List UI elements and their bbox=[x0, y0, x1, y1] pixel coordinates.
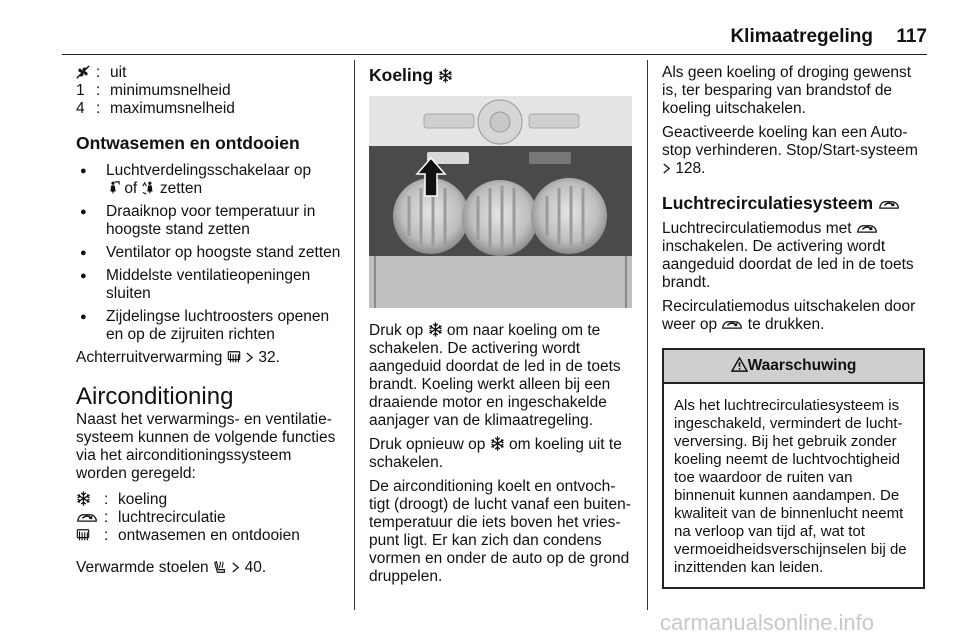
page-reference-icon bbox=[231, 561, 240, 574]
warning-body: Als het luchtrecirculatiesysteem is ingeschakeld, vermindert de lucht-verversing. Bij het gebruik zonder koeling neemt de luchtvochtigheid toe waardoor de ruiten van binnenuit kunnen aandampen. De kwaliteit van de binnenlucht neemt na verloop van tijd af, wat tot vermoeidheidsverschijnselen bij de inzittenden kan leiden. bbox=[674, 397, 907, 576]
legend-text: minimumsnelheid bbox=[110, 82, 231, 99]
legend-row bbox=[76, 527, 341, 545]
legend-key bbox=[76, 527, 104, 545]
list-item: ● Draaiknop voor temperatuur in hoogste stand zetten bbox=[76, 203, 341, 239]
fan-speed-legend bbox=[76, 64, 341, 118]
recirculation-icon bbox=[76, 511, 98, 524]
defrost-bullet-list bbox=[76, 162, 341, 344]
legend-key: 4 bbox=[76, 100, 85, 117]
heated-seat-icon bbox=[213, 560, 227, 574]
rear-defrost-line bbox=[76, 349, 341, 367]
right-paragraph-1: Als geen koeling of droging gewenst is, ter besparing van brandstof de koeling uitschakelen. bbox=[662, 64, 912, 117]
heading-text: Luchtrecirculatiesysteem bbox=[662, 193, 874, 213]
legend-key bbox=[76, 509, 104, 527]
paragraph-text: om naar koeling om te schakelen. De activering wordt aangeduid doordat de led in de toets brandt. Koeling werkt alleen bij een draaiende motor en ingeschakelde aanjager van de klimaatregeling. bbox=[369, 322, 621, 429]
legend-row bbox=[76, 491, 341, 509]
page-reference[interactable]: 40. bbox=[244, 559, 267, 576]
legend-key bbox=[76, 64, 96, 82]
ac-function-legend bbox=[76, 491, 341, 545]
page-reference[interactable]: 128. bbox=[675, 160, 706, 177]
fan-off-icon bbox=[76, 65, 90, 79]
recirculation-paragraph-2 bbox=[662, 298, 927, 334]
paragraph-text: Druk op bbox=[369, 322, 424, 339]
legend-separator: : bbox=[104, 509, 109, 526]
legend-separator: : bbox=[104, 491, 109, 508]
list-item: ● Middelste ventilatieopeningen sluiten bbox=[76, 267, 341, 303]
warning-header bbox=[664, 350, 923, 384]
legend-separator: : bbox=[96, 100, 101, 117]
column-right bbox=[662, 64, 927, 589]
air-distribution-windscreen-footwell-icon bbox=[142, 181, 156, 195]
list-item: ● Ventilator op hoogste stand zetten bbox=[76, 244, 341, 262]
page-header bbox=[62, 28, 927, 52]
recirculation-icon bbox=[721, 318, 743, 331]
legend-separator: : bbox=[96, 82, 101, 99]
warning-title: Waarschuwing bbox=[747, 357, 857, 374]
legend-text: koeling bbox=[118, 491, 168, 508]
cooling-paragraph-2 bbox=[369, 436, 634, 472]
paragraph-text: Druk opnieuw op bbox=[369, 436, 486, 453]
paragraph-text: Geactiveerde koeling kan een Auto-stop verhinderen. Stop/Start-systeem bbox=[662, 124, 918, 159]
bullet-text: Luchtverdelingsschakelaar op bbox=[106, 162, 312, 179]
warning-box bbox=[662, 348, 925, 589]
column-divider bbox=[647, 60, 648, 610]
page-title: Klimaatregeling bbox=[730, 26, 873, 47]
warning-triangle-icon bbox=[731, 357, 748, 372]
recirculation-paragraph-1 bbox=[662, 220, 927, 292]
snowflake-icon bbox=[438, 68, 453, 83]
heated-seats-line bbox=[76, 559, 341, 577]
header-rule bbox=[62, 54, 927, 55]
list-item: ● Zijdelingse luchtroosters openen en op de zijruiten richten bbox=[76, 308, 341, 344]
column-middle bbox=[369, 64, 634, 586]
legend-text: uit bbox=[110, 64, 127, 81]
ac-intro: Naast het verwarmings- en ventilatie-systeem kunnen de volgende functies via het airconditioningssysteem worden geregeld: bbox=[76, 411, 336, 482]
snowflake-icon bbox=[76, 491, 91, 506]
page-reference-icon bbox=[662, 162, 671, 175]
right-paragraph-2 bbox=[662, 124, 927, 178]
bullet-text: zetten bbox=[159, 180, 203, 197]
page-reference-icon bbox=[245, 351, 254, 364]
snowflake-icon bbox=[428, 322, 443, 337]
watermark[interactable]: carmanualsonline.info bbox=[660, 610, 875, 635]
rear-defrost-icon bbox=[76, 528, 90, 542]
legend-row bbox=[76, 82, 341, 100]
air-distribution-windscreen-icon bbox=[106, 181, 120, 195]
heading-text: Koeling bbox=[369, 65, 434, 85]
cooling-paragraph-3: De airconditioning koelt en ontvoch-tigt (droogt) de lucht vanaf een buiten-temperatuur die iets boven het vries-punt ligt. Er kan zich dan condens vormen en onder de auto op de grond druppelen. bbox=[369, 478, 631, 585]
list-item bbox=[76, 162, 341, 198]
climate-control-photo bbox=[369, 96, 632, 308]
paragraph-text: inschakelen. De activering wordt aangeduid doordat de led in de toets brandt. bbox=[662, 238, 914, 291]
legend-text: ontwasemen en ontdooien bbox=[118, 527, 300, 544]
legend-key: 1 bbox=[76, 82, 85, 99]
paragraph-text: Recirculatiemodus uitschakelen door weer op bbox=[662, 298, 916, 333]
recirculation-icon bbox=[856, 222, 878, 235]
legend-row bbox=[76, 64, 341, 82]
legend-separator: : bbox=[104, 527, 109, 544]
bullet-text: of bbox=[124, 180, 138, 197]
rear-defrost-icon bbox=[227, 350, 241, 364]
heated-seats-text: Verwarmde stoelen bbox=[76, 559, 209, 576]
legend-text: maximumsnelheid bbox=[110, 100, 235, 117]
column-divider bbox=[354, 60, 355, 610]
recirculation-icon bbox=[878, 198, 900, 211]
snowflake-icon bbox=[490, 436, 505, 451]
paragraph-text: Luchtrecirculatiemodus met bbox=[662, 220, 852, 237]
column-left bbox=[76, 64, 341, 577]
section-heading-recirculation bbox=[662, 192, 927, 214]
legend-row bbox=[76, 100, 341, 118]
paragraph-text: te drukken. bbox=[747, 316, 825, 333]
section-heading-airconditioning: Airconditioning bbox=[76, 383, 234, 410]
page-reference[interactable]: 32. bbox=[258, 349, 280, 366]
legend-text: luchtrecirculatie bbox=[118, 509, 226, 526]
section-heading-cooling bbox=[369, 64, 634, 86]
section-heading-defrost: Ontwasemen en ontdooien bbox=[76, 133, 300, 153]
legend-row bbox=[76, 509, 341, 527]
rear-defrost-text: Achterruitverwarming bbox=[76, 349, 223, 366]
climate-panel-illustration bbox=[369, 96, 632, 308]
legend-separator: : bbox=[96, 64, 101, 81]
cooling-paragraph-1 bbox=[369, 322, 634, 430]
paragraph-text: om koeling uit te schakelen. bbox=[369, 436, 622, 471]
page-number: 117 bbox=[896, 26, 927, 47]
legend-key bbox=[76, 491, 104, 509]
